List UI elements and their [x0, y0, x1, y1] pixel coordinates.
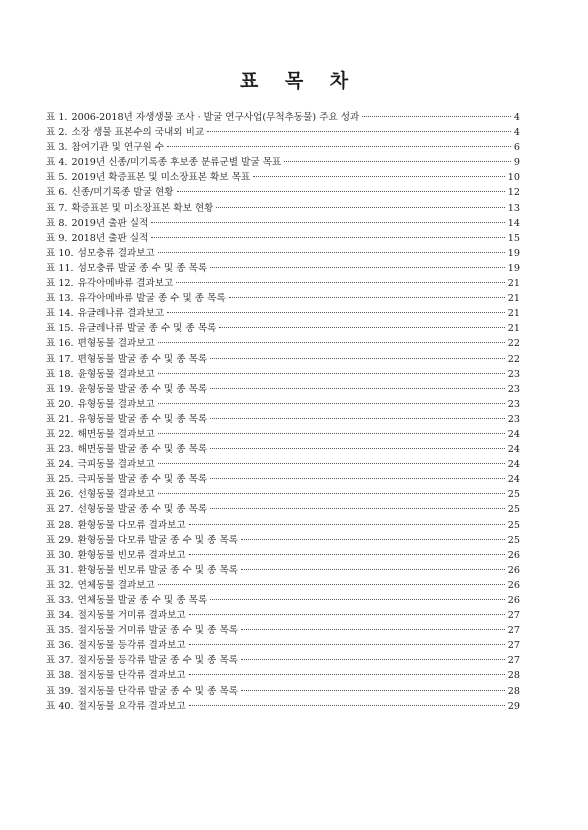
toc-entry-number: 표 1.: [46, 112, 68, 123]
toc-entry: [46, 593, 520, 608]
toc-entry: [46, 352, 520, 367]
toc-entry-title: 해면동물 결과보고: [77, 428, 155, 440]
toc-entry: [46, 427, 520, 442]
toc-entry-number: 표 32.: [46, 579, 74, 591]
toc-entry-number: 표 16.: [46, 338, 74, 350]
page-title: 표 목 차: [239, 70, 359, 92]
toc-entry-title: 해면동물 발굴 종 수 및 종 목록: [77, 444, 208, 456]
toc-entry-number: 표 26.: [46, 489, 74, 501]
toc-entry: [46, 140, 520, 155]
toc-entry-page-number: 25: [507, 489, 520, 501]
toc-entry-number: 표 36.: [46, 640, 74, 652]
toc-entry: [46, 185, 520, 200]
toc-entry-page-number: 9: [513, 157, 520, 169]
toc-entry-number: 표 18.: [46, 368, 74, 380]
toc-entry-page-number: 25: [507, 534, 520, 546]
toc-dot-leader: [176, 282, 504, 283]
toc-dot-leader: [229, 297, 505, 298]
toc-entry: [46, 412, 520, 427]
toc-dot-leader: [284, 161, 511, 162]
toc-entry-page-number: 27: [507, 655, 520, 667]
toc-entry-title: 선형동물 발굴 종 수 및 종 목록: [77, 504, 208, 516]
toc-entry-number: 표 39.: [46, 685, 74, 697]
toc-entry-number: 표 3.: [46, 142, 68, 154]
toc-entry: [46, 668, 520, 683]
toc-dot-leader: [207, 131, 511, 132]
toc-entry: [46, 502, 520, 517]
toc-entry-page-number: 27: [507, 610, 520, 622]
toc-dot-leader: [241, 569, 505, 570]
toc-dot-leader: [216, 207, 504, 208]
toc-entry: [46, 623, 520, 638]
toc-dot-leader: [219, 327, 504, 328]
toc-entry-number: 표 24.: [46, 459, 74, 471]
toc-dot-leader: [189, 614, 505, 615]
toc-entry: [46, 397, 520, 412]
toc-entry: [46, 125, 520, 140]
toc-entry: [46, 472, 520, 487]
toc-entry-title: 환형동물 다모류 발굴 종 수 및 종 목록: [77, 534, 238, 546]
toc-dot-leader: [189, 644, 505, 645]
toc-entry-page-number: 26: [507, 595, 520, 606]
toc-entry-title: 소장 생물 표본수의 국내외 비교: [71, 127, 205, 139]
toc-entry-title: 유형동물 발굴 종 수 및 종 목록: [77, 413, 208, 425]
toc-entry: [46, 246, 520, 261]
toc-entry-page-number: 21: [507, 293, 520, 305]
toc-dot-leader: [210, 599, 505, 600]
toc-entry-number: 표 35.: [46, 625, 74, 637]
toc-entry-page-number: 21: [507, 323, 520, 335]
toc-entry-title: 절지동물 요각류 결과보고: [77, 700, 186, 712]
toc-entry-number: 표 12.: [46, 278, 74, 290]
toc-entry-title: 환형동물 빈모류 결과보고: [77, 549, 186, 561]
toc-entry-number: 표 11.: [46, 262, 74, 274]
table-of-contents-list: [46, 110, 520, 714]
toc-entry-page-number: 19: [507, 247, 520, 259]
toc-entry-page-number: 23: [507, 398, 520, 410]
toc-dot-leader: [158, 584, 505, 585]
toc-entry: [46, 518, 520, 533]
toc-entry: [46, 336, 520, 351]
toc-entry-title: 2018년 출판 실적: [71, 232, 149, 244]
toc-entry: [46, 548, 520, 563]
toc-entry: [46, 261, 520, 276]
toc-entry-page-number: 14: [507, 217, 520, 229]
toc-entry: [46, 699, 520, 714]
toc-dot-leader: [362, 116, 511, 117]
toc-dot-leader: [158, 403, 505, 404]
toc-entry-number: 표 25.: [46, 474, 74, 486]
toc-entry-page-number: 23: [507, 413, 520, 425]
toc-dot-leader: [210, 418, 505, 419]
toc-dot-leader: [241, 539, 505, 540]
toc-entry-title: 절지동물 거미류 발굴 종 수 및 종 목록: [77, 625, 238, 637]
toc-entry-page-number: 23: [507, 368, 520, 380]
toc-entry-number: 표 19.: [46, 383, 74, 395]
toc-entry-title: 참여기관 및 연구원 수: [71, 142, 165, 154]
toc-dot-leader: [158, 252, 505, 253]
toc-entry-title: 환형동물 빈모류 발굴 종 수 및 종 목록: [77, 564, 238, 576]
toc-entry-page-number: 24: [507, 428, 520, 440]
toc-entry-title: 신종/미기록종 발굴 현황: [71, 187, 174, 199]
toc-entry-page-number: 22: [507, 353, 520, 365]
toc-entry-page-number: 25: [507, 519, 520, 531]
toc-dot-leader: [151, 237, 504, 238]
toc-dot-leader: [210, 448, 505, 449]
toc-dot-leader: [210, 508, 505, 509]
toc-entry-page-number: 29: [507, 700, 520, 712]
toc-dot-leader: [167, 312, 505, 313]
toc-dot-leader: [158, 463, 505, 464]
toc-entry-title: 2019년 신종/미기록종 후보종 분류군별 발굴 목표: [71, 157, 282, 169]
toc-entry: [46, 216, 520, 231]
toc-entry-title: 2006-2018년 자생생물 조사 · 발굴 연구사업(무척추동물) 주요 성과: [71, 112, 360, 123]
toc-entry-page-number: 24: [507, 459, 520, 471]
toc-entry-page-number: 26: [507, 564, 520, 576]
toc-entry: [46, 170, 520, 185]
toc-entry: [46, 533, 520, 548]
toc-entry: [46, 382, 520, 397]
toc-entry-page-number: 27: [507, 625, 520, 637]
toc-entry-number: 표 8.: [46, 217, 68, 229]
toc-entry-title: 확증표본 및 미소장표본 확보 현황: [71, 202, 214, 214]
toc-entry-page-number: 13: [507, 202, 520, 214]
toc-dot-leader: [241, 659, 505, 660]
toc-entry: [46, 684, 520, 699]
toc-entry-title: 절지동물 등각류 발굴 종 수 및 종 목록: [77, 655, 238, 667]
toc-entry-number: 표 27.: [46, 504, 74, 516]
toc-dot-leader: [151, 222, 504, 223]
toc-entry-page-number: 24: [507, 474, 520, 486]
toc-entry: [46, 201, 520, 216]
toc-entry-number: 표 14.: [46, 308, 74, 320]
toc-dot-leader: [189, 705, 505, 706]
toc-entry-number: 표 28.: [46, 519, 74, 531]
toc-entry-number: 표 23.: [46, 444, 74, 456]
toc-entry: [46, 321, 520, 336]
toc-dot-leader: [210, 478, 505, 479]
toc-dot-leader: [167, 146, 511, 147]
toc-entry-number: 표 20.: [46, 398, 74, 410]
toc-entry: [46, 231, 520, 246]
toc-dot-leader: [241, 629, 505, 630]
toc-entry-page-number: 12: [507, 187, 520, 199]
toc-entry-page-number: 6: [513, 142, 520, 154]
toc-entry-title: 연체동물 결과보고: [77, 579, 155, 591]
toc-dot-leader: [177, 191, 505, 192]
toc-entry-page-number: 21: [507, 308, 520, 320]
toc-dot-leader: [158, 493, 505, 494]
toc-dot-leader: [210, 267, 505, 268]
toc-entry-page-number: 22: [507, 338, 520, 350]
toc-entry-number: 표 13.: [46, 293, 74, 305]
toc-entry: [46, 638, 520, 653]
toc-dot-leader: [158, 373, 505, 374]
toc-entry-number: 표 34.: [46, 610, 74, 622]
toc-entry-page-number: 21: [507, 278, 520, 290]
toc-entry: [46, 487, 520, 502]
toc-entry-title: 유각아메바류 결과보고: [77, 278, 174, 290]
toc-entry-number: 표 21.: [46, 413, 74, 425]
toc-entry-title: 섬모충류 결과보고: [77, 247, 155, 259]
toc-dot-leader: [158, 342, 505, 343]
toc-entry-number: 표 4.: [46, 157, 68, 169]
toc-entry-title: 윤형동물 결과보고: [77, 368, 155, 380]
toc-entry: [46, 155, 520, 170]
toc-entry-title: 환형동물 다모류 결과보고: [77, 519, 186, 531]
toc-entry: [46, 653, 520, 668]
toc-entry-title: 극피동물 발굴 종 수 및 종 목록: [77, 474, 208, 486]
toc-entry: [46, 563, 520, 578]
toc-entry-number: 표 15.: [46, 323, 74, 335]
toc-entry-title: 절지동물 단각류 발굴 종 수 및 종 목록: [77, 685, 238, 697]
toc-entry-title: 연체동물 발굴 종 수 및 종 목록: [77, 595, 208, 606]
toc-entry-number: 표 9.: [46, 232, 68, 244]
toc-dot-leader: [158, 433, 505, 434]
toc-entry-title: 섬모충류 발굴 종 수 및 종 목록: [77, 262, 208, 274]
toc-entry-number: 표 38.: [46, 670, 74, 682]
toc-entry-title: 유각아메바류 발굴 종 수 및 종 목록: [77, 293, 226, 305]
toc-entry-title: 절지동물 거미류 결과보고: [77, 610, 186, 622]
toc-entry-page-number: 25: [507, 504, 520, 516]
toc-entry-number: 표 33.: [46, 595, 74, 606]
toc-entry-number: 표 7.: [46, 202, 68, 214]
toc-entry-number: 표 37.: [46, 655, 74, 667]
toc-entry-page-number: 26: [507, 549, 520, 561]
toc-entry-page-number: 4: [513, 127, 520, 139]
toc-entry: [46, 608, 520, 623]
toc-dot-leader: [241, 690, 505, 691]
toc-entry-title: 2019년 출판 실적: [71, 217, 149, 229]
toc-entry-page-number: 4: [513, 112, 520, 123]
toc-dot-leader: [189, 554, 505, 555]
toc-entry-number: 표 17.: [46, 353, 74, 365]
toc-entry-page-number: 15: [507, 232, 520, 244]
toc-dot-leader: [210, 388, 505, 389]
toc-entry-page-number: 27: [507, 640, 520, 652]
toc-entry-page-number: 24: [507, 444, 520, 456]
toc-dot-leader: [189, 674, 505, 675]
toc-entry-title: 편형동물 결과보고: [77, 338, 155, 350]
toc-entry-number: 표 29.: [46, 534, 74, 546]
toc-entry-page-number: 19: [507, 262, 520, 274]
toc-entry-title: 유글레나류 발굴 종 수 및 종 목록: [77, 323, 217, 335]
toc-entry: [46, 291, 520, 306]
toc-entry: [46, 457, 520, 472]
toc-entry-title: 절지동물 등각류 결과보고: [77, 640, 186, 652]
toc-entry: [46, 442, 520, 457]
toc-entry-title: 2019년 확증표본 및 미소장표본 확보 목표: [71, 172, 251, 184]
toc-entry-number: 표 5.: [46, 172, 68, 184]
toc-dot-leader: [210, 358, 505, 359]
toc-entry-page-number: 23: [507, 383, 520, 395]
toc-entry-page-number: 28: [507, 685, 520, 697]
toc-entry-title: 절지동물 단각류 결과보고: [77, 670, 186, 682]
toc-dot-leader: [253, 176, 505, 177]
toc-entry-title: 극피동물 결과보고: [77, 459, 155, 471]
toc-entry-title: 선형동물 결과보고: [77, 489, 155, 501]
toc-entry: [46, 110, 520, 125]
toc-entry-number: 표 22.: [46, 428, 74, 440]
toc-dot-leader: [189, 524, 505, 525]
toc-entry-number: 표 30.: [46, 549, 74, 561]
toc-entry-title: 윤형동물 발굴 종 수 및 종 목록: [77, 383, 208, 395]
toc-entry: [46, 306, 520, 321]
toc-entry: [46, 578, 520, 593]
toc-entry-title: 유글레나류 결과보고: [77, 308, 165, 320]
toc-entry-title: 유형동물 결과보고: [77, 398, 155, 410]
toc-entry-number: 표 10.: [46, 247, 74, 259]
toc-entry-number: 표 2.: [46, 127, 68, 139]
toc-entry-page-number: 28: [507, 670, 520, 682]
toc-entry-number: 표 6.: [46, 187, 68, 199]
toc-entry-page-number: 26: [507, 579, 520, 591]
toc-entry: [46, 367, 520, 382]
toc-entry-page-number: 10: [507, 172, 520, 184]
toc-entry: [46, 276, 520, 291]
toc-entry-number: 표 31.: [46, 564, 74, 576]
toc-entry-number: 표 40.: [46, 700, 74, 712]
toc-entry-title: 편형동물 발굴 종 수 및 종 목록: [77, 353, 208, 365]
